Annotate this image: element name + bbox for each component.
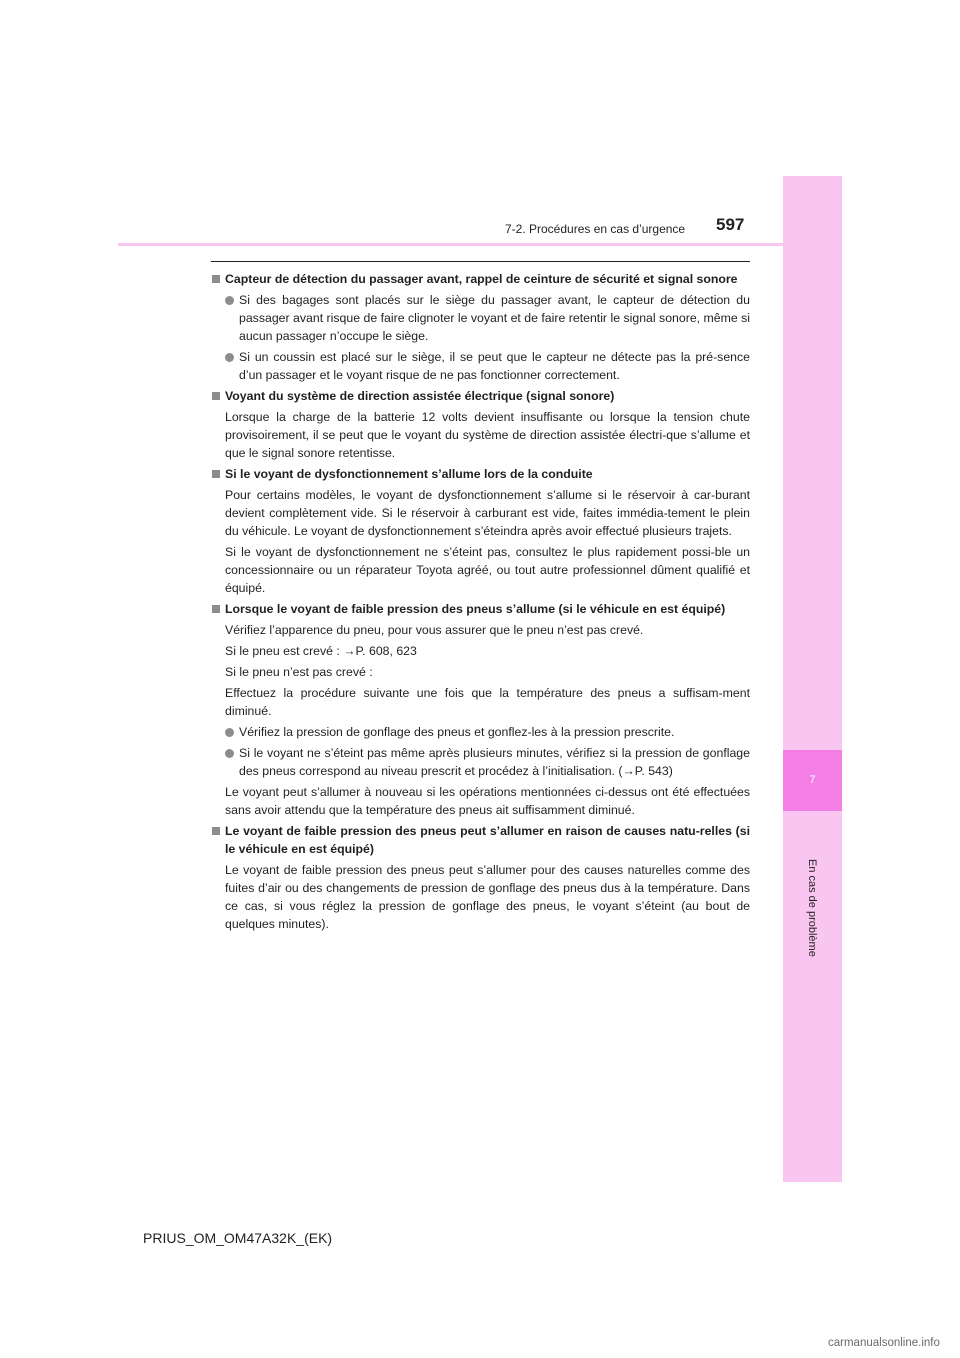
chapter-number: 7 (809, 774, 816, 786)
paragraph: Pour certains modèles, le voyant de dysfonctionnement s’allume si le réservoir à car-burant devient complètement vide. Si le réservoir à carburant est vide, faites immédia-tement le plein du véhicule. Le voyant de dysfonctionnement s’éteindra après avoir effectué plusieurs trajets. (225, 488, 750, 538)
section-title: 7-2. Procédures en cas d’urgence (505, 222, 686, 236)
square-bullet-icon (212, 392, 220, 400)
header-rule (118, 243, 842, 246)
heading-passenger-sensor: Capteur de détection du passager avant, rappel de ceinture de sécurité et signal sonore (211, 270, 750, 288)
bullet-item: Si un coussin est placé sur le siège, il se peut que le capteur ne détecte pas la pré-sence d’un passager et le voyant risque de ne pas fonctionner correctement. (211, 348, 750, 384)
page-content (211, 267, 750, 933)
heading-natural-causes: Le voyant de faible pression des pneus peut s’allumer en raison de causes natu-relles (si le véhicule en est équipé) (211, 822, 750, 858)
heading-malfunction-light: Si le voyant de dysfonctionnement s’allume lors de la conduite (211, 465, 750, 483)
paragraph: Le voyant de faible pression des pneus peut s’allumer pour des causes naturelles comme des fuites d’air ou des changements de pression de gonflage des pneus dus à la température. Dans ce cas, si vous réglez la pression de gonflage des pneus, le voyant s’éteint (au bout de quelques minutes). (225, 863, 750, 931)
chapter-number-tab (783, 750, 842, 811)
heading-power-steering: Voyant du système de direction assistée électrique (signal sonore) (211, 387, 750, 405)
heading-tire-pressure-light: Lorsque le voyant de faible pression des pneus s’allume (si le véhicule en est équipé) (211, 600, 750, 618)
square-bullet-icon (212, 605, 220, 613)
square-bullet-icon (212, 470, 220, 478)
paragraph: Le voyant peut s’allumer à nouveau si les opérations mentionnées ci-dessus ont été effectuées sans avoir attendu que la température des pneus ait suffisamment diminué. (225, 785, 750, 817)
chapter-side-tab (783, 176, 842, 1182)
paragraph: Effectuez la procédure suivante une fois que la température des pneus a suffisam-ment diminué. (225, 686, 750, 718)
square-bullet-icon (212, 275, 220, 283)
bullet-item: Si des bagages sont placés sur le siège du passager avant, le capteur de détection du passager avant risque de faire clignoter le voyant et de faire retentir le signal sonore, même si aucun passager n’occupe le siège. (211, 291, 750, 345)
circle-bullet-icon (225, 296, 234, 305)
watermark: carmanualsonline.info (828, 1337, 940, 1349)
document-code: PRIUS_OM_OM47A32K_(EK) (143, 1230, 333, 1246)
content-divider (211, 261, 750, 262)
bullet-item: Si le voyant ne s’éteint pas même après plusieurs minutes, vérifiez si la pression de gonflage des pneus correspond au niveau prescrit et procédez à l’initialisation. (→P. 543) (211, 744, 750, 780)
circle-bullet-icon (225, 353, 234, 362)
paragraph: Vérifiez l’apparence du pneu, pour vous assurer que le pneu n’est pas crevé. (225, 623, 644, 637)
bullet-item: Vérifiez la pression de gonflage des pneus et gonflez-les à la pression prescrite. (211, 723, 750, 741)
paragraph: Si le pneu n’est pas crevé : (225, 665, 373, 679)
circle-bullet-icon (225, 728, 234, 737)
square-bullet-icon (212, 827, 220, 835)
circle-bullet-icon (225, 749, 234, 758)
page-reference: Si le pneu est crevé : →P. 608, 623 (225, 644, 417, 658)
paragraph: Si le voyant de dysfonctionnement ne s’éteint pas, consultez le plus rapidement possi-ble un concessionnaire ou un réparateur Toyota agréé, ou tout autre professionnel dûment qualifié et équipé. (225, 545, 750, 595)
chapter-label: En cas de problème (806, 859, 818, 957)
page-number: 597 (716, 215, 745, 234)
paragraph: Lorsque la charge de la batterie 12 volts devient insuffisante ou lorsque la tension chute provisoirement, il se peut que le voyant du système de direction assistée électri-que s’allume et que le signal sonore retentisse. (225, 410, 750, 460)
